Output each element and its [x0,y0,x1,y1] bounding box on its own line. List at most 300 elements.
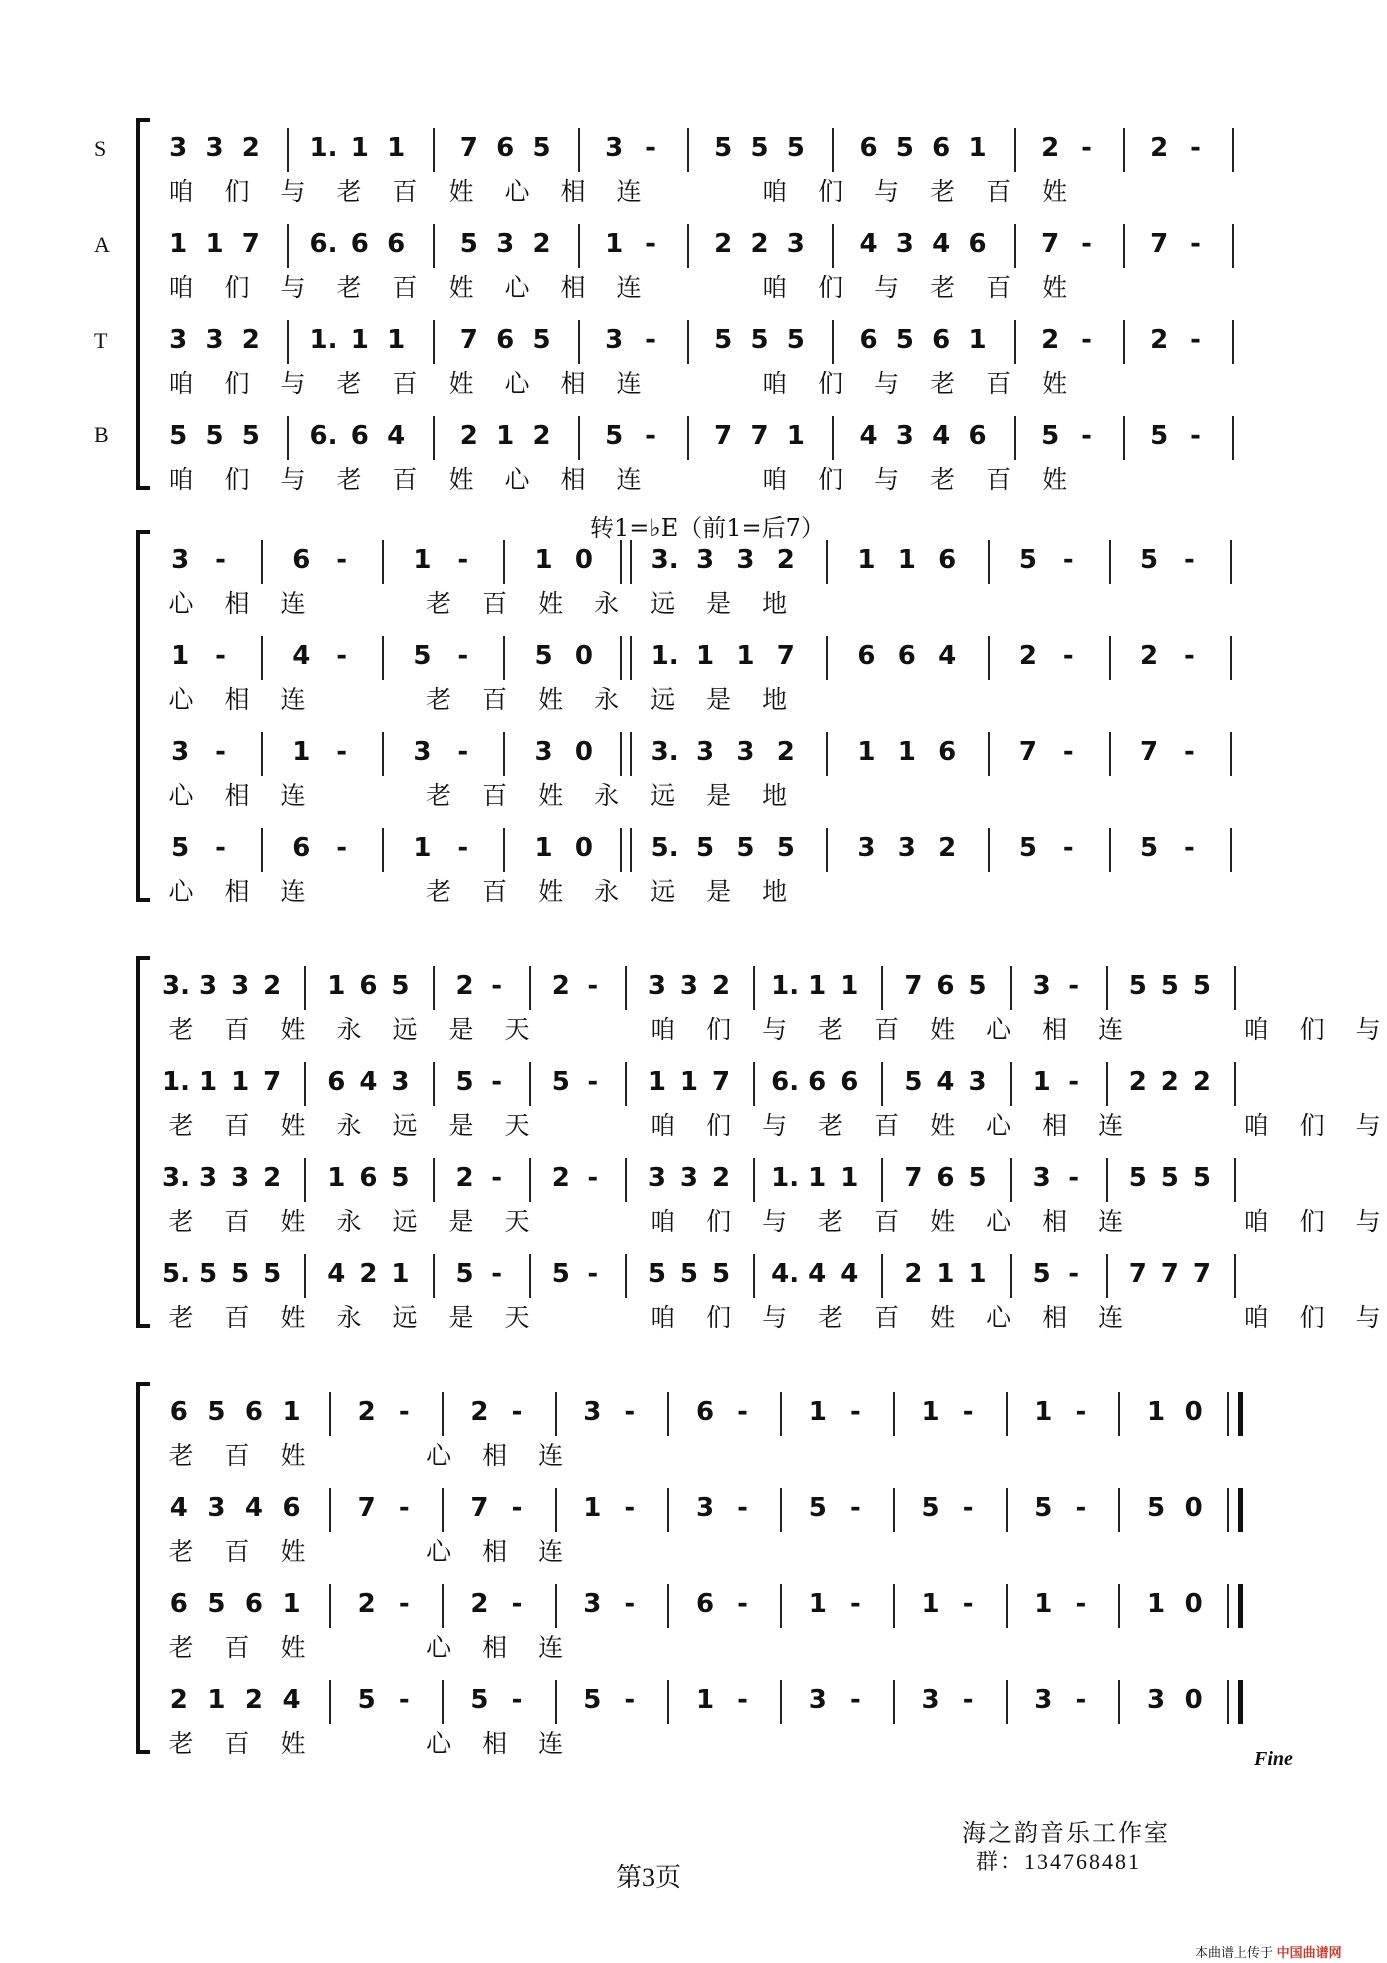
dash-mark: - [624,1493,636,1523]
note: 6 [932,133,951,163]
note: 2 [904,1259,923,1289]
note: 2 [244,1685,263,1715]
note: 4 [808,1259,827,1289]
lyric-char: 地 [762,687,788,714]
barline [1234,1158,1236,1202]
note: 5 [1140,833,1159,863]
lyric-char: 心 [168,591,194,618]
note: 5 [921,1493,940,1523]
barline [826,540,828,584]
lyric-char: 相 [560,371,586,398]
lyric-line [150,268,1250,302]
barline [988,636,990,680]
note: 3. [162,971,190,1001]
dash-mark: - [215,641,226,671]
barline [826,828,828,872]
lyric-char: 远 [392,1017,418,1044]
note: 7 [241,229,260,259]
lyric-char: 连 [616,371,642,398]
staff-row [0,1680,1387,1724]
note: 1. [162,1067,190,1097]
lyric-char: 姓 [280,1209,306,1236]
note: 1 [968,325,987,355]
note: 1 [199,1067,218,1097]
note: 1 [897,545,916,575]
dash-mark: - [737,1493,748,1523]
barline [442,1680,444,1724]
dash-mark: - [1081,229,1092,259]
barline [1230,540,1232,584]
dash-mark: - [1075,1493,1087,1523]
lyric-char: 老 [336,275,362,302]
lyric-char: 与 [762,1113,788,1140]
barline [433,416,435,460]
lyric-char: 咱 [168,179,194,206]
note: 3 [413,737,432,767]
lyric-char: 百 [874,1305,900,1332]
note: 1 [171,641,190,671]
dash-mark: - [398,1589,410,1619]
barline [442,1584,444,1628]
note: 1 [736,641,755,671]
note: 3 [231,1163,250,1193]
barline [287,224,289,268]
dash-mark: - [1081,133,1092,163]
barline [433,224,435,268]
lyric-char: 们 [818,275,844,302]
lyric-line [150,584,1250,618]
barline [893,1392,895,1436]
barline [287,320,289,364]
barline [667,1584,669,1628]
dash-mark: - [962,1685,974,1715]
note: 1 [695,1685,715,1715]
lyric-char: 们 [706,1113,732,1140]
barline [1232,320,1234,364]
note: 0 [1184,1397,1203,1427]
lyric-char: 远 [650,591,676,618]
dash-mark: - [491,1067,502,1097]
dash-mark: - [1068,1067,1080,1097]
dash-mark: - [491,971,502,1001]
barline [687,416,689,460]
barline [382,732,384,776]
note: 0 [1184,1589,1203,1619]
note: 7 [711,1067,731,1097]
dash-mark: - [587,1163,599,1193]
dash-mark: - [962,1493,974,1523]
group-number: 群：134768481 [976,1849,1142,1874]
lyric-char: 天 [504,1017,530,1044]
note: 5 [695,833,715,863]
note: 2 [551,971,570,1001]
lyric-char: 姓 [1042,371,1068,398]
barline [881,1062,883,1106]
lyric-char: 老 [336,467,362,494]
note: 4 [282,1685,301,1715]
lyric-char: 是 [448,1017,474,1044]
note: 3 [1034,1685,1053,1715]
lyric-char: 永 [336,1209,362,1236]
lyric-char: 与 [280,467,306,494]
lyric-char: 远 [392,1305,418,1332]
note: 6 [936,1163,955,1193]
lyric-char: 们 [1299,1209,1325,1236]
lyric-char: 老 [426,687,452,714]
note: 3 [171,737,190,767]
dash-mark: - [511,1493,523,1523]
lyric-char: 们 [706,1209,732,1236]
barline [1014,416,1016,460]
note: 3 [534,737,553,767]
lyric-char: 与 [762,1017,788,1044]
note: 4 [932,229,951,259]
note: 6 [938,545,957,575]
note: 4 [840,1259,859,1289]
note: 3 [897,833,916,863]
note: 6 [859,325,878,355]
note: 5 [1192,971,1211,1001]
note: 3. [162,1163,190,1193]
lyric-line [150,1010,1381,1044]
lyric-char: 连 [616,467,642,494]
barline [625,1254,627,1298]
note: 4 [387,421,406,451]
lyric-char: 百 [392,467,418,494]
dash-mark: - [962,1589,974,1619]
lyric-char: 心 [426,1443,452,1470]
note: 5 [1140,545,1159,575]
lyric-char: 与 [1355,1305,1381,1332]
lyric-char: 相 [1042,1209,1068,1236]
barline [667,1680,669,1724]
final-barline [1227,1488,1243,1532]
barline [1123,416,1125,460]
note: 4 [859,229,878,259]
lyric-char: 心 [504,179,530,206]
note: 1 [808,1163,827,1193]
note: 0 [1184,1493,1203,1523]
lyric-char: 咱 [168,371,194,398]
note: 7 [750,421,769,451]
note: 1 [169,229,188,259]
note: 6 [932,325,951,355]
note: 5 [231,1259,250,1289]
note: 6 [292,833,311,863]
note: 3 [199,1163,218,1193]
dash-mark: - [624,1685,636,1715]
lyric-char: 连 [280,591,306,618]
lyric-char: 是 [448,1113,474,1140]
staff-row [0,416,1387,460]
dash-mark: - [215,545,226,575]
dash-mark: - [215,737,226,767]
note: 7 [1140,737,1159,767]
note: 5 [605,421,624,451]
voice-label-a: A [94,232,110,257]
dash-mark: - [1081,421,1092,451]
lyric-line [150,460,1250,494]
lyric-char: 与 [874,467,900,494]
lyric-line [150,1532,1250,1566]
barline [893,1488,895,1532]
note: 6 [936,971,955,1001]
note: 0 [1184,1685,1203,1715]
voice-label-s: S [94,136,107,161]
barline [1006,1392,1008,1436]
note: 0 [574,833,593,863]
lyric-char: 连 [1098,1305,1124,1332]
lyric-char: 姓 [280,1113,306,1140]
lyric-char: 百 [482,591,508,618]
note: 6. [309,229,338,259]
note: 5 [968,1163,987,1193]
lyric-char: 们 [224,467,250,494]
lyric-char: 心 [986,1017,1012,1044]
note: 3 [169,133,188,163]
barline [433,128,435,172]
barline [261,732,263,776]
staff-row [0,1584,1387,1628]
lyric-char: 相 [482,1731,508,1758]
note: 2 [455,1163,474,1193]
lyric-line [150,776,1250,810]
barline [780,1680,782,1724]
note: 1 [647,1067,666,1097]
lyric-char: 咱 [762,371,788,398]
note: 2 [1192,1067,1211,1097]
lyric-char: 相 [224,591,250,618]
barline [687,128,689,172]
barline [1006,1584,1008,1628]
dash-mark: - [1190,133,1201,163]
note: 1 [1034,1397,1053,1427]
note: 1. [309,133,338,163]
lyric-char: 相 [482,1443,508,1470]
note: 3 [1032,1163,1051,1193]
barline [780,1488,782,1532]
barline [287,128,289,172]
lyric-char: 是 [706,783,732,810]
note: 1. [650,641,679,671]
barline [832,224,834,268]
note: 1 [583,1493,602,1523]
note: 1 [292,737,311,767]
lyric-char: 相 [1042,1305,1068,1332]
lyric-char: 相 [482,1539,508,1566]
note: 2 [776,737,795,767]
note: 7 [714,421,733,451]
note: 5 [711,1259,731,1289]
note: 0 [574,641,593,671]
note: 1 [808,971,827,1001]
barline [578,224,580,268]
note: 2 [714,229,733,259]
note: 0 [574,545,593,575]
lyric-char: 百 [224,1017,250,1044]
dash-mark: - [511,1397,523,1427]
barline [261,636,263,680]
lyric-char: 心 [986,1209,1012,1236]
note: 5 [532,133,551,163]
note: 6 [350,421,369,451]
lyric-char: 老 [336,179,362,206]
note: 1 [921,1397,940,1427]
note: 2 [263,1163,282,1193]
note: 3 [205,325,224,355]
note: 4 [859,421,878,451]
barline [893,1584,895,1628]
dash-mark: - [1075,1589,1087,1619]
lyric-char: 百 [392,371,418,398]
barline [1106,1158,1108,1202]
barline [442,1392,444,1436]
lyric-char: 永 [336,1017,362,1044]
note: 1 [808,1589,827,1619]
barline [433,966,435,1010]
dash-mark: - [457,545,469,575]
barline [881,1254,883,1298]
note: 5 [532,325,551,355]
barline [826,732,828,776]
barline [1014,128,1016,172]
note: 5 [459,229,478,259]
barline [304,1062,306,1106]
barline [1232,224,1234,268]
lyric-char: 姓 [538,687,564,714]
barline [832,320,834,364]
dash-mark: - [511,1685,523,1715]
dash-mark: - [1184,833,1195,863]
note: 5. [650,833,679,863]
dash-mark: - [336,737,348,767]
barline [1109,540,1111,584]
dash-mark: - [398,1397,410,1427]
lyric-char: 相 [560,275,586,302]
staff-row [0,1392,1387,1436]
dash-mark: - [737,1589,748,1619]
note: 5 [1032,1259,1051,1289]
lyric-char: 们 [818,179,844,206]
note: 6. [771,1067,800,1097]
note: 5 [786,133,805,163]
note: 2 [241,325,260,355]
page-number: 第3页 [616,1863,682,1892]
lyric-char: 老 [930,275,956,302]
note: 3 [921,1685,940,1715]
note: 6 [350,229,369,259]
barline [1010,1254,1012,1298]
staff-row [0,1254,1387,1298]
barline [687,224,689,268]
note: 2 [551,1163,570,1193]
note: 7 [263,1067,282,1097]
lyric-char: 们 [818,371,844,398]
lyric-char: 姓 [280,1731,306,1758]
note: 2 [1150,325,1169,355]
lyric-char: 相 [1042,1113,1068,1140]
lyric-char: 心 [504,371,530,398]
lyric-char: 心 [426,1635,452,1662]
note: 2 [750,229,769,259]
staff-row [0,540,1387,584]
note: 3 [169,325,188,355]
barline [826,636,828,680]
dash-mark: - [962,1397,974,1427]
barline [1106,966,1108,1010]
note: 1 [840,971,859,1001]
lyric-char: 姓 [280,1443,306,1470]
note: 5 [207,1397,226,1427]
barline [893,1680,895,1724]
lyric-char: 老 [336,371,362,398]
lyric-line [150,680,1250,714]
lyric-char: 咱 [168,467,194,494]
lyric-char: 永 [336,1305,362,1332]
note: 5 [470,1685,489,1715]
barline [1118,1488,1120,1532]
note: 2 [357,1397,376,1427]
lyric-char: 咱 [1243,1113,1269,1140]
lyric-char: 们 [818,467,844,494]
dash-mark: - [1184,737,1195,767]
note: 6 [840,1067,859,1097]
barline [753,1254,755,1298]
barline [578,128,580,172]
note: 5 [1192,1163,1211,1193]
note: 4 [292,641,311,671]
lyric-char: 是 [706,687,732,714]
note: 5 [207,1589,226,1619]
note: 2 [169,1685,188,1715]
note: 1. [771,1163,800,1193]
barline [988,828,990,872]
lyric-char: 相 [1042,1017,1068,1044]
barline [1106,1254,1108,1298]
lyric-line [150,872,1250,906]
lyric-char: 百 [874,1113,900,1140]
dash-mark: - [491,1163,502,1193]
lyric-char: 心 [986,1113,1012,1140]
note: 3 [231,971,250,1001]
note: 3 [695,737,715,767]
lyric-char: 百 [392,179,418,206]
lyric-char: 咱 [1243,1305,1269,1332]
note: 3 [1146,1685,1166,1715]
note: 6 [327,1067,346,1097]
note: 3 [695,545,715,575]
barline [329,1680,331,1724]
barline [529,1158,531,1202]
note: 1 [1032,1067,1051,1097]
note: 1 [350,133,369,163]
lyric-char: 老 [426,879,452,906]
fine-marking: Fine [1254,1748,1293,1770]
note: 2 [359,1259,378,1289]
note: 2 [1140,641,1159,671]
note: 3 [679,1163,699,1193]
barline [503,828,505,872]
note: 2 [1150,133,1169,163]
note: 3 [895,421,914,451]
staff-row [0,128,1387,172]
dash-mark: - [1190,325,1201,355]
dash-mark: - [1184,545,1195,575]
note: 5 [808,1493,827,1523]
note: 3 [857,833,876,863]
lyric-char: 姓 [280,1635,306,1662]
note: 3 [605,133,624,163]
